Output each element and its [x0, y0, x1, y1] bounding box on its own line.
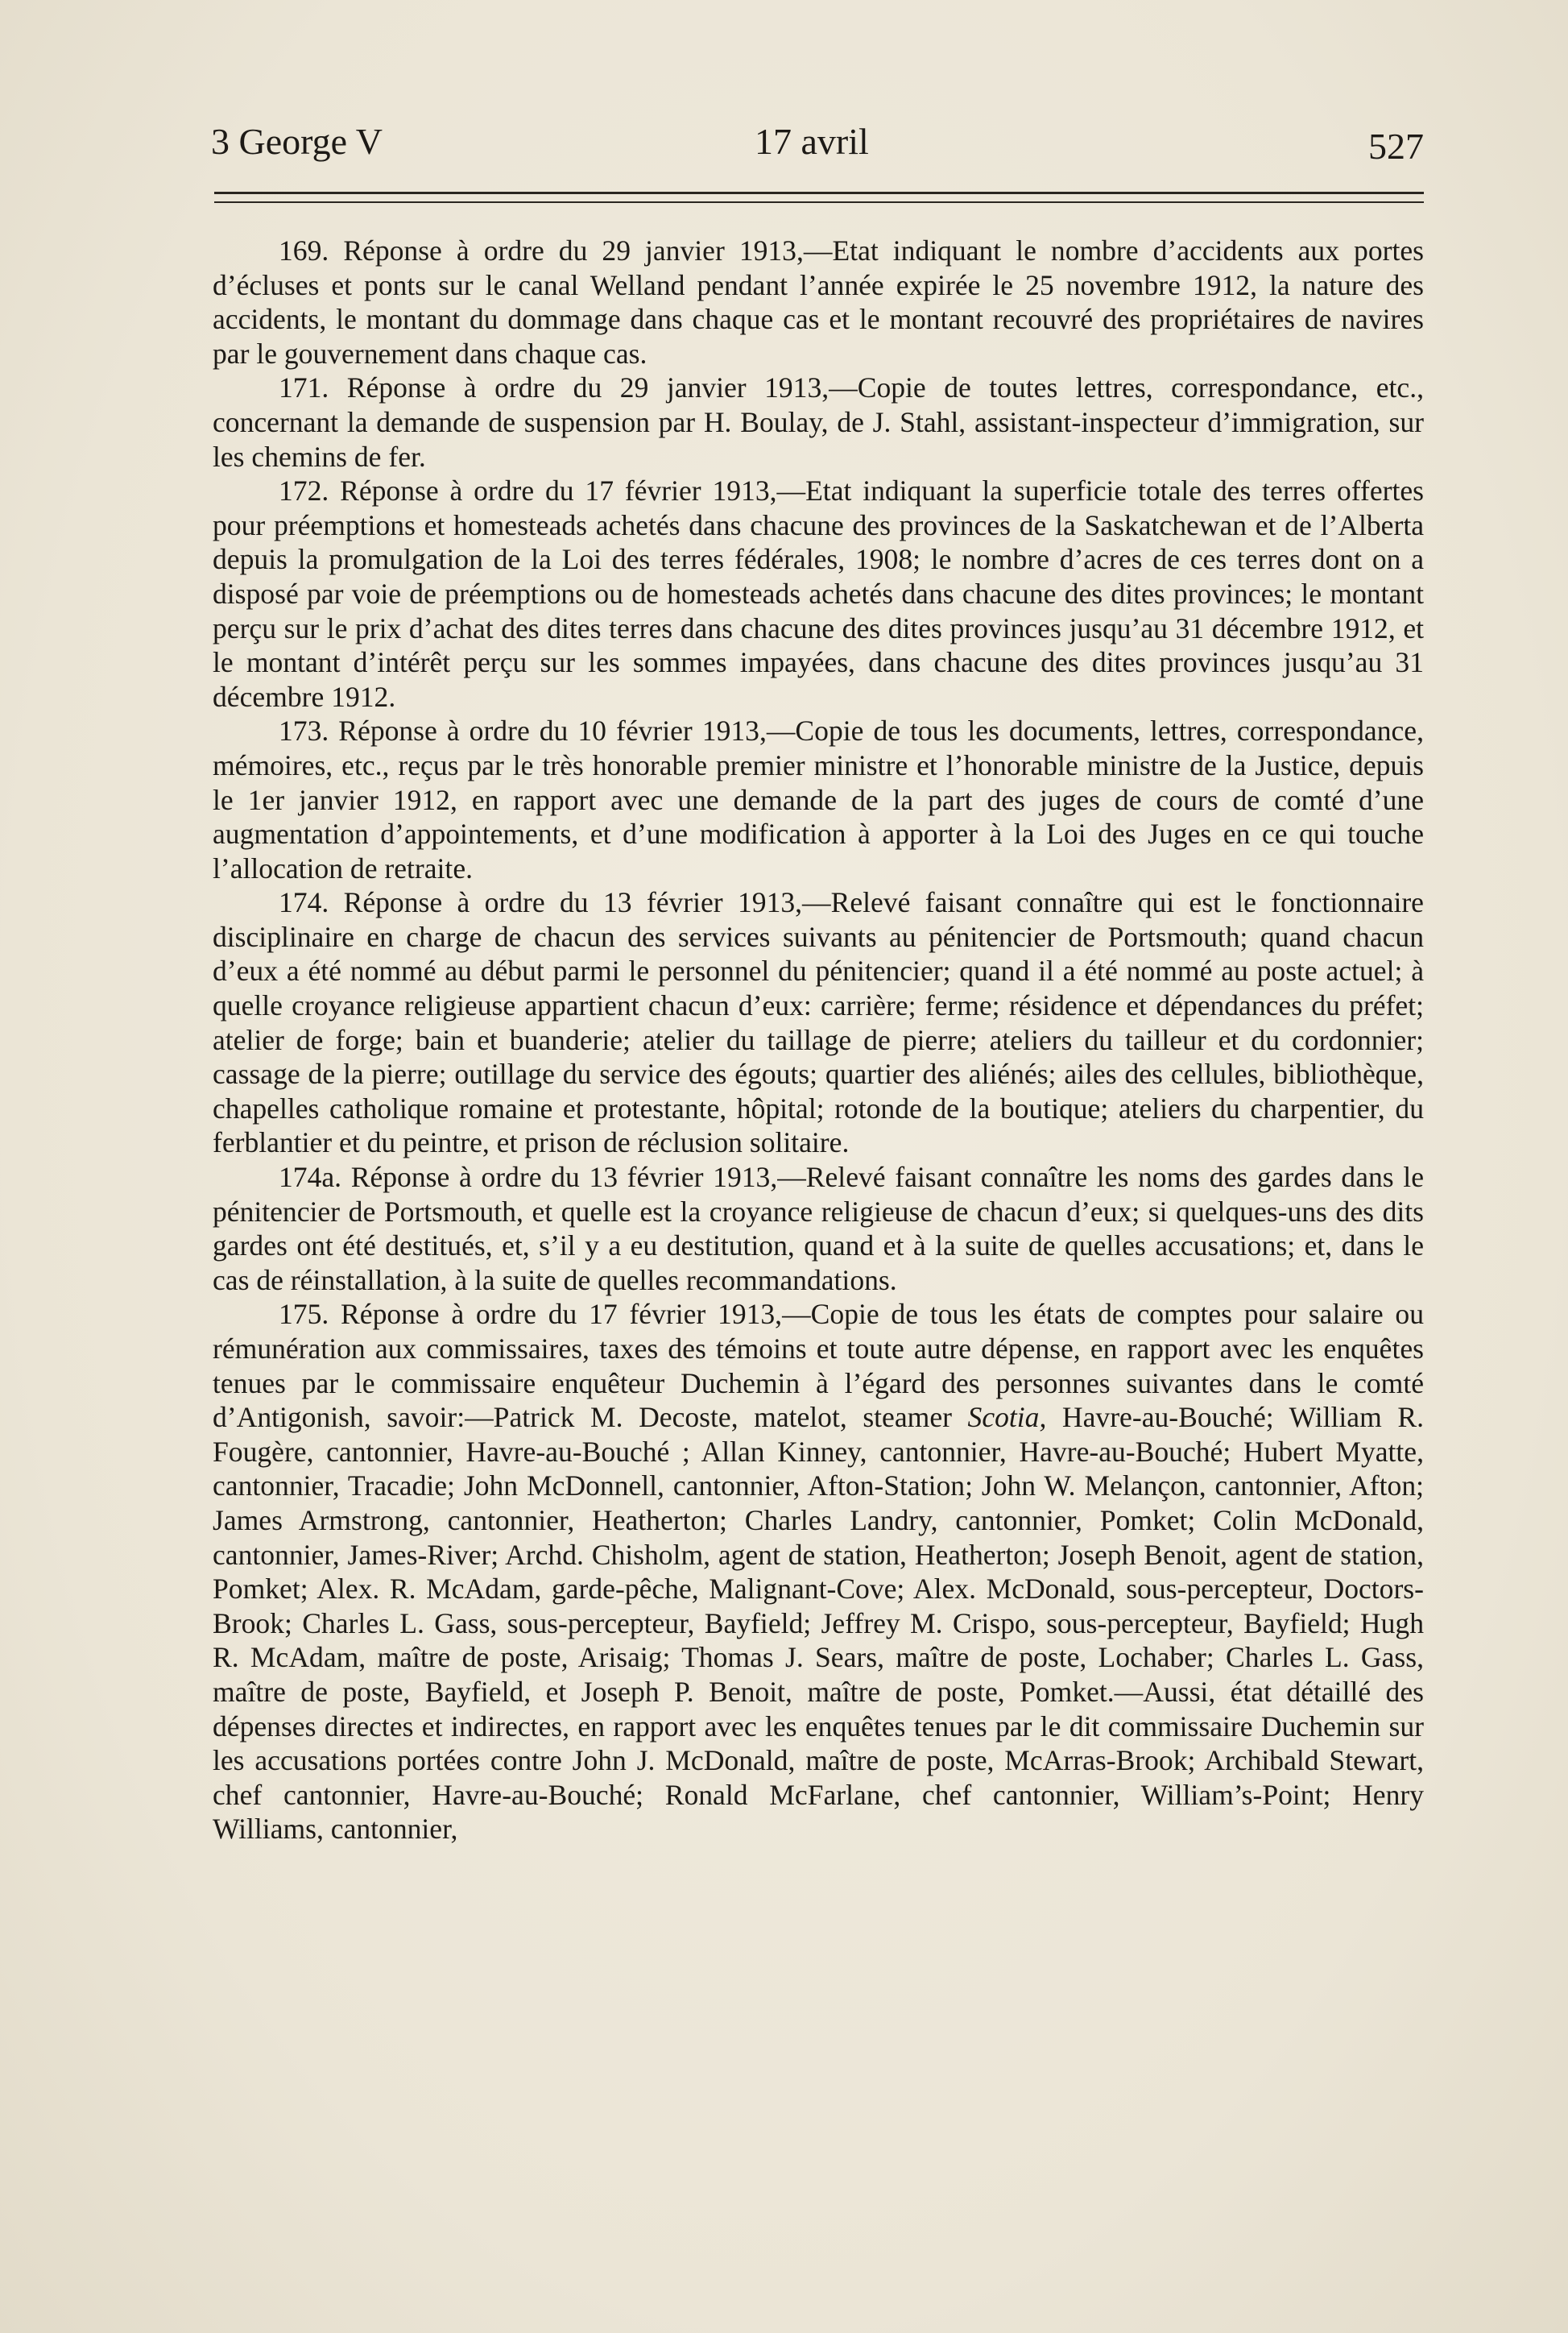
paragraph-174 — [213, 885, 1424, 1160]
paragraph-174a — [213, 1160, 1424, 1297]
page-number: 527 — [1368, 126, 1424, 167]
item-text-before: Réponse à ordre du 17 février 1913,—Copie de tous les états de comptes pour salaire ou rémunération aux commissaires, taxes des témoins et toute autre dépense, en rapport avec les enquêtes tenues par le commissaire enquêteur Duchemin à l’égard des personnes suivantes dans le comté d’Antigonish, savoir:—Patrick M. Decoste, matelot, steamer — [213, 1298, 1424, 1434]
page-header — [211, 119, 1424, 171]
item-number: 173. — [279, 715, 329, 748]
item-text: Réponse à ordre du 29 janvier 1913,—Etat indiquant le nombre d’accidents aux portes d’écluses et ponts sur le canal Welland pendant l’année expirée le 25 novembre 1912, la nature des accidents, le montant du dommage dans chaque cas et le montant recouvré des propriétaires de navires par le gouvernement dans chaque cas. — [213, 234, 1424, 370]
session-label: 3 George V — [211, 121, 383, 162]
item-number: 171. — [279, 371, 329, 404]
paragraph-169 — [213, 234, 1424, 371]
item-number: 175. — [279, 1298, 329, 1331]
item-number: 174a. — [279, 1161, 342, 1194]
item-text: Réponse à ordre du 13 février 1913,—Relevé faisant connaître qui est le fonctionnaire disciplinaire en charge de chacun des services suivants au pénitencier de Portsmouth; quand chacun d’eux a été nommé au début parmi le personnel du pénitencier; quand il a été nommé au poste actuel; à quelle croyance religieuse appartient chacun d’eux: carrière; ferme; résidence et dépendances du préfet; atelier de forge; bain et buanderie; atelier du taillage de pierre; ateliers du tailleur et du cordonnier; cassage de la pierre; outillage du service des égouts; quartier des aliénés; ailes des cellules, bibliothèque, chapelles catholique romaine et protestante, hôpital; rotonde de la boutique; ateliers du charpentier, du ferblantier et du peintre, et prison de réclusion solitaire. — [213, 886, 1424, 1159]
item-text: Réponse à ordre du 13 février 1913,—Relevé faisant connaître les noms des gardes dans le pénitencier de Portsmouth, et quelle est la croyance religieuse de chacun d’eux; si quelques-uns des dits gardes ont été destitués, et, s’il y a eu destitution, quand et à la suite de quelles accusations; et, dans le cas de réinstallation, à la suite de quelles recommandations. — [213, 1161, 1424, 1296]
paragraph-173 — [213, 714, 1424, 885]
vessel-name: Scotia, — [967, 1401, 1047, 1434]
rule-thin — [214, 201, 1424, 203]
item-text: Réponse à ordre du 29 janvier 1913,—Copie de toutes lettres, correspondance, etc., concernant la demande de suspension par H. Boulay, de J. Stahl, assistant-inspecteur d’immigration, sur les chemins de fer. — [213, 371, 1424, 473]
paragraph-175 — [213, 1297, 1424, 1846]
document-body — [213, 234, 1424, 1846]
item-text-after: Havre-au-Bouché; William R. Fougère, cantonnier, Havre-au-Bouché ; Allan Kinney, cantonnier, Havre-au-Bouché; Hubert Myatte, cantonnier, Tracadie; John McDonnell, cantonnier, Afton-Station; John W. Melançon, cantonnier, Afton; James Armstrong, cantonnier, Heatherton; Charles Landry, cantonnier, Pomket; Colin McDonald, cantonnier, James-River; Archd. Chisholm, agent de station, Heatherton; Joseph Benoit, agent de station, Pomket; Alex. R. McAdam, garde-pêche, Malignant-Cove; Alex. McDonald, sous-percepteur, Doctors-Brook; Charles L. Gass, sous-percepteur, Bayfield; Jeffrey M. Crispo, sous-percepteur, Bayfield; Hugh R. McAdam, maître de poste, Arisaig; Thomas J. Sears, maître de poste, Lochaber; Charles L. Gass, maître de poste, Bayfield, et Joseph P. Benoit, maître de poste, Pomket.—Aussi, état détaillé des dépenses directes et indirectes, en rapport avec les enquêtes tenues par le dit commissaire Duchemin sur les accusations portées contre John J. McDonald, maître de poste, McArras-Brook; Archibald Stewart, chef cantonnier, Havre-au-Bouché; Ronald McFarlane, chef cantonnier, William’s-Point; Henry Williams, cantonnier, — [213, 1401, 1424, 1846]
item-text: Réponse à ordre du 10 février 1913,—Copie de tous les documents, lettres, correspondance, mémoires, etc., reçus par le très honorable premier ministre et l’honorable ministre de la Justice, depuis le 1er janvier 1912, en rapport avec une demande de la part des juges de cours de comté d’une augmentation d’appointements, et d’une modification à apporter à la Loi des Juges en ce qui touche l’allocation de retraite. — [213, 715, 1424, 885]
item-text: Réponse à ordre du 17 février 1913,—Etat indiquant la superficie totale des terres offertes pour préemptions et homesteads achetés dans chacune des provinces de la Saskatchewan et de l’Alberta depuis la promulgation de la Loi des terres fédérales, 1908; le nombre d’acres de ces terres dont on a disposé par voie de préemptions ou de homesteads achetés dans chacune des dites provinces; le montant perçu sur le prix d’achat des dites terres dans chacune des dites provinces jusqu’au 31 décembre 1912, et le montant d’intérêt perçu sur les sommes impayées, dans chacune des dites provinces jusqu’au 31 décembre 1912. — [213, 474, 1424, 713]
paragraph-171 — [213, 371, 1424, 474]
item-number: 172. — [279, 474, 329, 508]
rule-thick — [214, 192, 1424, 194]
item-number: 174. — [279, 886, 329, 919]
item-number: 169. — [279, 234, 329, 267]
header-rule — [214, 192, 1424, 203]
paragraph-172 — [213, 474, 1424, 714]
date-label: 17 avril — [755, 121, 869, 162]
